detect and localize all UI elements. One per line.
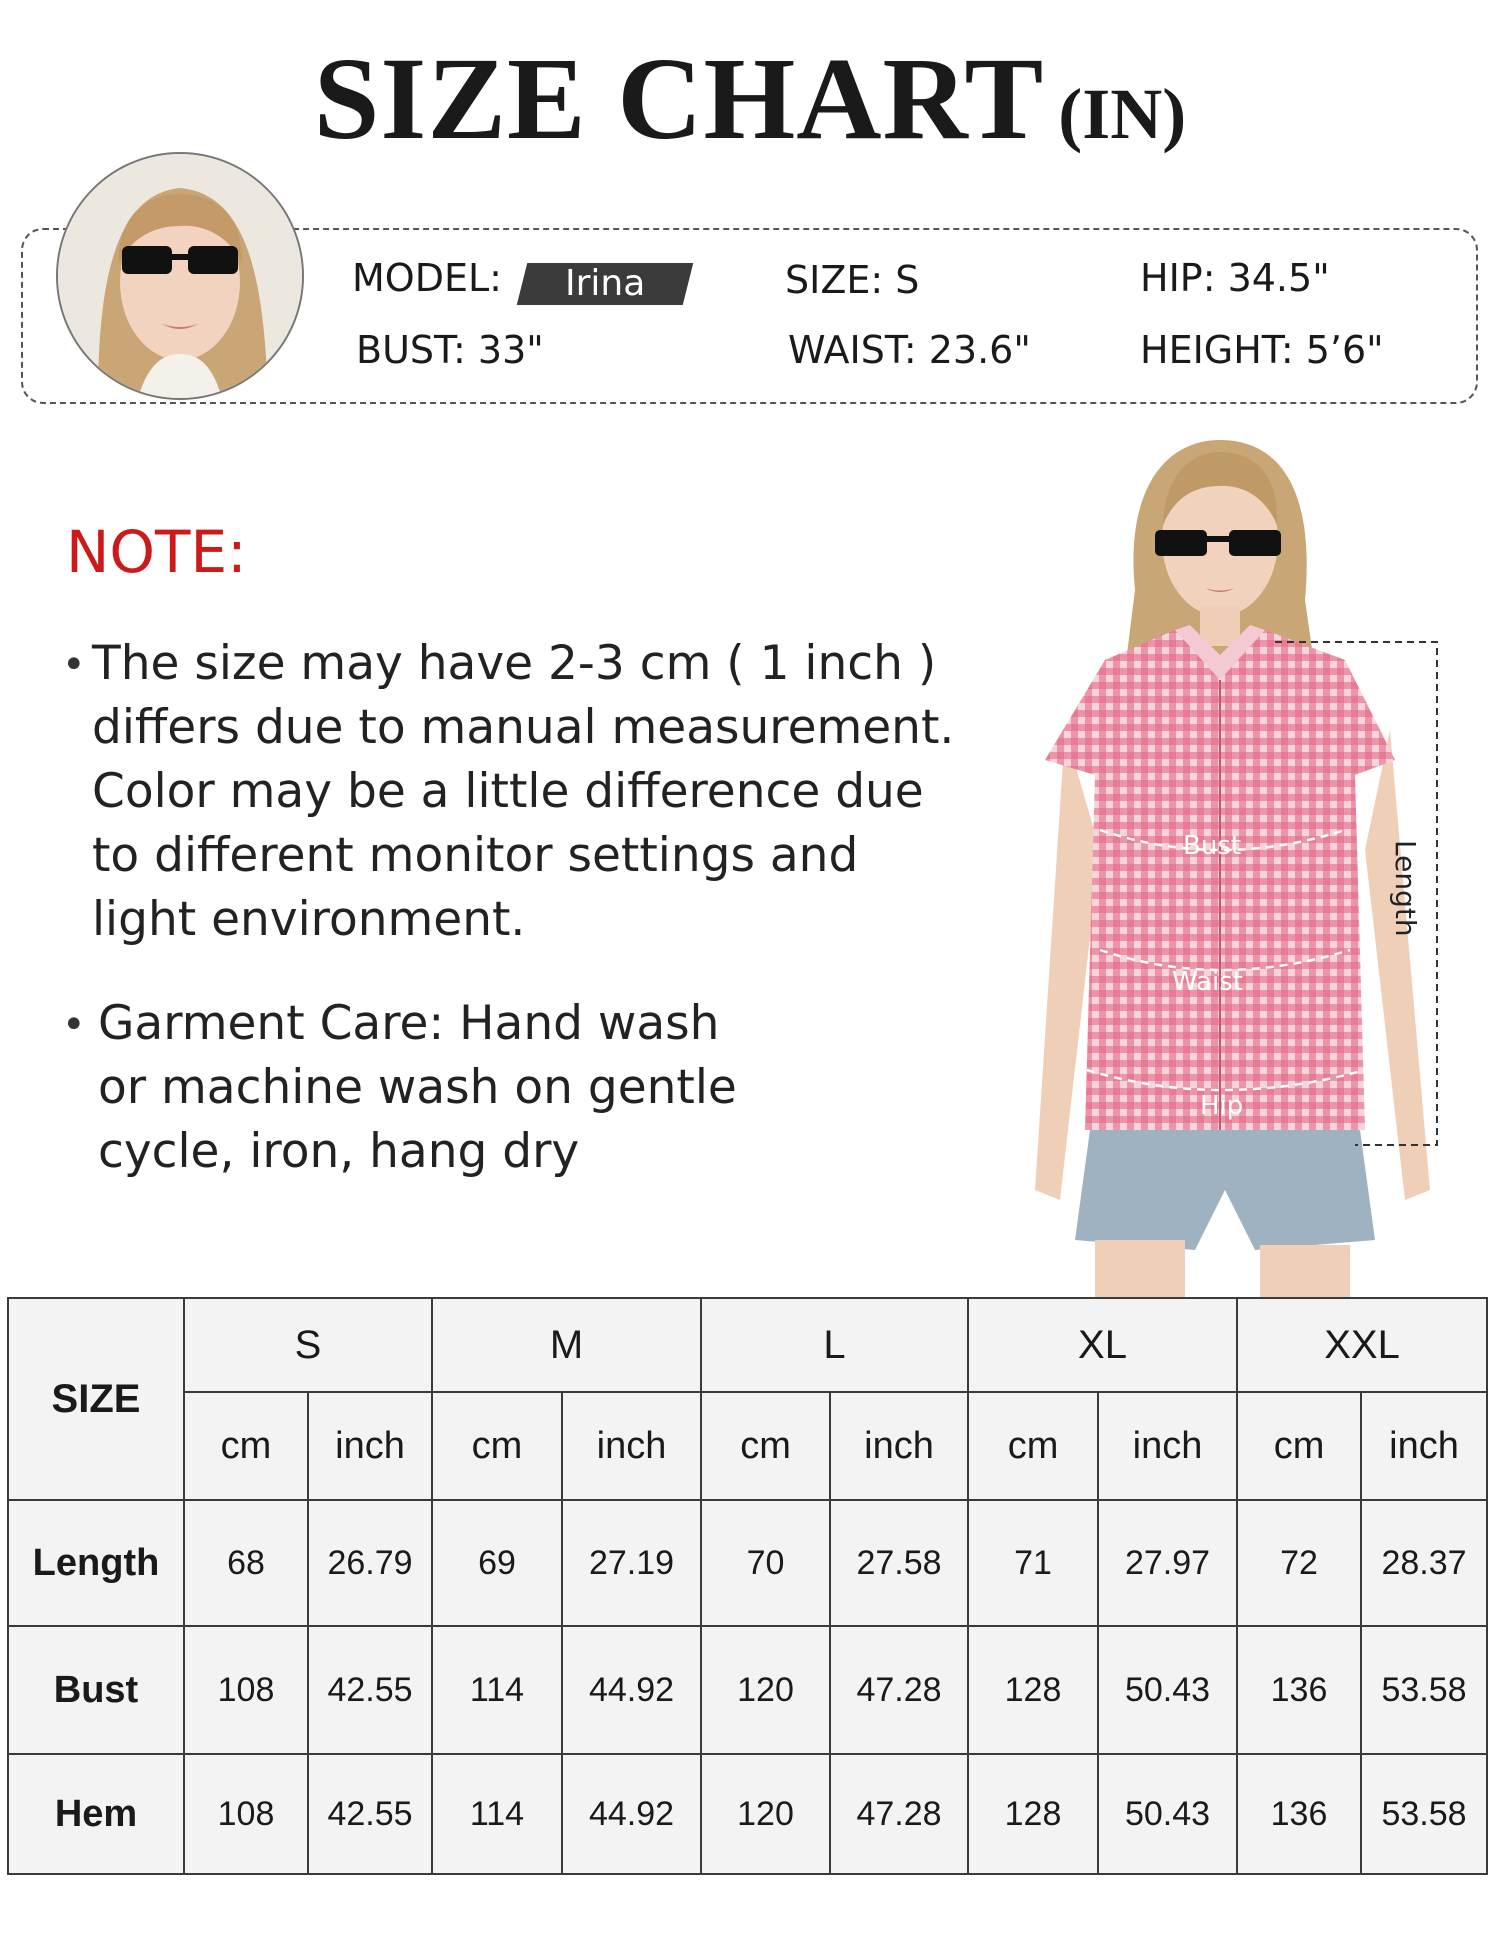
model-avatar (56, 152, 304, 400)
bust-label: Bust (1183, 831, 1242, 861)
table-cell: 47.28 (830, 1754, 968, 1874)
size-column-header: SIZE (8, 1298, 184, 1500)
model-label: MODEL: (352, 256, 502, 300)
note-line: or machine wash on gentle (98, 1060, 737, 1115)
size-header-s: S (184, 1298, 432, 1392)
size-header-xl: XL (968, 1298, 1237, 1392)
unit-cm: cm (968, 1392, 1098, 1500)
table-cell: 50.43 (1098, 1626, 1237, 1754)
table-cell: 108 (184, 1626, 308, 1754)
table-row (8, 1754, 1487, 1874)
title-main: SIZE CHART (313, 33, 1045, 164)
size-table-body (8, 1500, 1487, 1874)
unit-inch: inch (308, 1392, 432, 1500)
table-cell: 44.92 (562, 1754, 701, 1874)
table-cell: 42.55 (308, 1754, 432, 1874)
table-cell: 120 (701, 1754, 830, 1874)
model-name-tag (517, 263, 693, 305)
title-unit: (IN) (1058, 74, 1187, 154)
table-cell: 27.19 (562, 1500, 701, 1626)
unit-inch: inch (1361, 1392, 1487, 1500)
length-label: Length (1389, 840, 1422, 937)
bullet-dot-icon: • (62, 642, 86, 688)
table-cell: 114 (432, 1626, 562, 1754)
table-cell: 68 (184, 1500, 308, 1626)
model-waist: WAIST: 23.6" (788, 328, 1031, 372)
size-header-l: L (701, 1298, 968, 1392)
waist-label: Waist (1172, 967, 1243, 997)
size-table (7, 1297, 1488, 1875)
table-cell: 28.37 (1361, 1500, 1487, 1626)
model-size: SIZE: S (785, 258, 920, 302)
unit-inch: inch (1098, 1392, 1237, 1500)
table-cell: 120 (701, 1626, 830, 1754)
size-header-row (8, 1298, 1487, 1392)
table-cell: 72 (1237, 1500, 1361, 1626)
unit-cm: cm (432, 1392, 562, 1500)
unit-header-row (8, 1392, 1487, 1500)
table-cell: 136 (1237, 1754, 1361, 1874)
table-cell: 136 (1237, 1626, 1361, 1754)
note-line: differs due to manual measurement. (92, 700, 955, 755)
table-cell: 27.97 (1098, 1500, 1237, 1626)
note-bullet-2 (98, 992, 737, 1184)
table-cell: 71 (968, 1500, 1098, 1626)
bullet-dot-icon: • (62, 1002, 86, 1048)
note-line: Color may be a little difference due (92, 764, 924, 819)
table-cell: 108 (184, 1754, 308, 1874)
unit-cm: cm (701, 1392, 830, 1500)
table-cell: 128 (968, 1626, 1098, 1754)
unit-cm: cm (1237, 1392, 1361, 1500)
unit-inch: inch (830, 1392, 968, 1500)
note-title: NOTE: (66, 518, 247, 586)
row-label: Length (8, 1500, 184, 1626)
note-line: to different monitor settings and (92, 828, 859, 883)
model-name: Irina (564, 263, 646, 304)
unit-inch: inch (562, 1392, 701, 1500)
table-row (8, 1626, 1487, 1754)
note-bullet-1 (92, 632, 954, 952)
note-line: Garment Care: Hand wash (98, 996, 720, 1051)
note-line: The size may have 2-3 cm ( 1 inch ) (92, 636, 937, 691)
unit-cm: cm (184, 1392, 308, 1500)
model-portrait-icon (58, 154, 302, 398)
table-cell: 47.28 (830, 1626, 968, 1754)
table-cell: 53.58 (1361, 1626, 1487, 1754)
hip-label: Hip (1200, 1091, 1244, 1121)
table-cell: 53.58 (1361, 1754, 1487, 1874)
model-hip: HIP: 34.5" (1140, 256, 1330, 300)
row-label: Hem (8, 1754, 184, 1874)
table-cell: 27.58 (830, 1500, 968, 1626)
size-header-m: M (432, 1298, 701, 1392)
page-title (0, 33, 1500, 164)
table-cell: 26.79 (308, 1500, 432, 1626)
note-line: light environment. (92, 892, 526, 947)
table-row (8, 1500, 1487, 1626)
table-cell: 128 (968, 1754, 1098, 1874)
table-cell: 44.92 (562, 1626, 701, 1754)
table-cell: 114 (432, 1754, 562, 1874)
model-bust: BUST: 33" (356, 328, 544, 372)
table-cell: 70 (701, 1500, 830, 1626)
table-cell: 69 (432, 1500, 562, 1626)
size-header-xxl: XXL (1237, 1298, 1487, 1392)
model-height: HEIGHT: 5’6" (1140, 328, 1384, 372)
table-cell: 42.55 (308, 1626, 432, 1754)
table-cell: 50.43 (1098, 1754, 1237, 1874)
row-label: Bust (8, 1626, 184, 1754)
note-line: cycle, iron, hang dry (98, 1124, 580, 1179)
